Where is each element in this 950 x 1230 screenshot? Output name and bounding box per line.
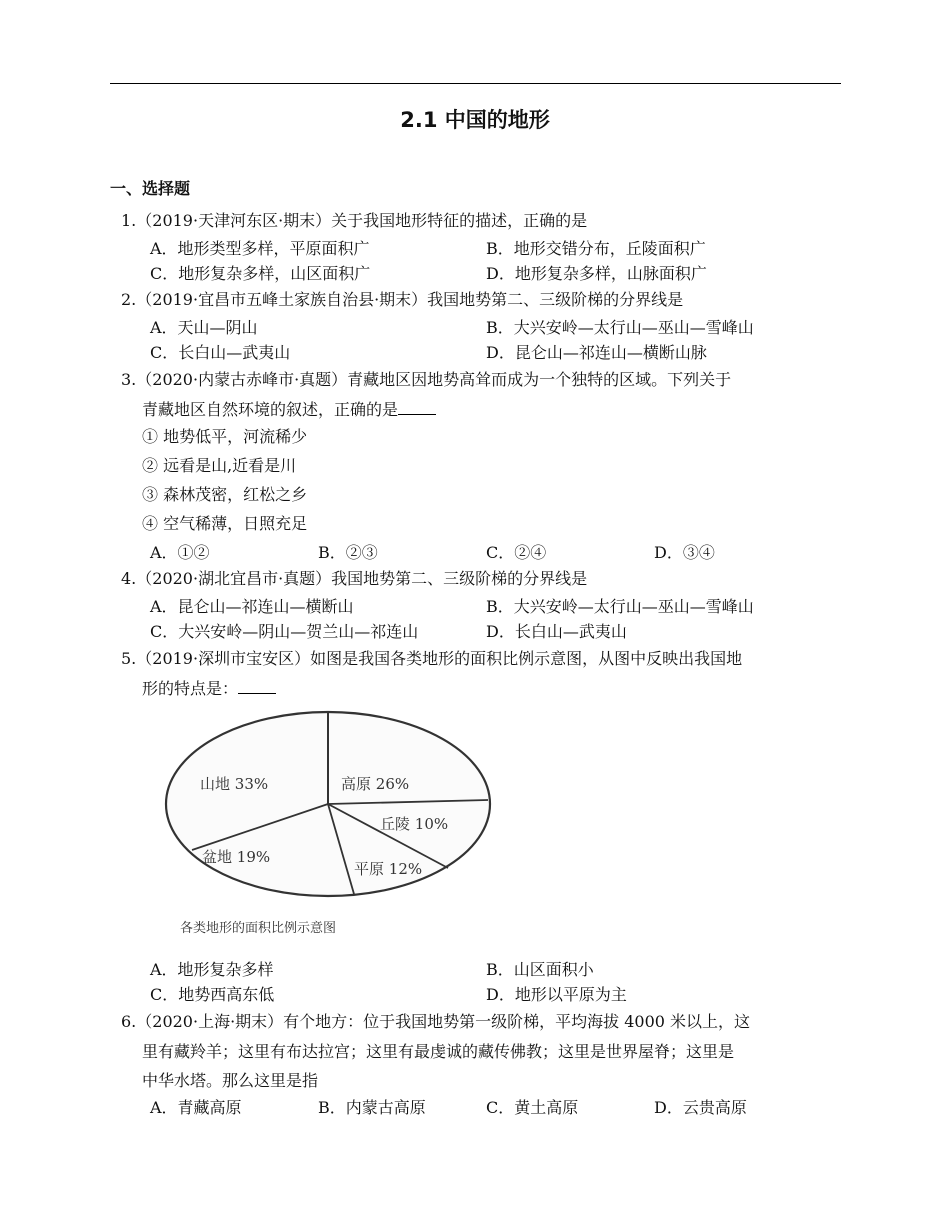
question-1-stem: 1.（2019·天津河东区·期末）关于我国地形特征的描述，正确的是 [121, 211, 588, 230]
question-3-item-4: ④ 空气稀薄，日照充足 [142, 514, 308, 533]
question-5-option-a[interactable]: A．地形复杂多样 [150, 960, 274, 979]
section-heading: 一、选择题 [110, 179, 191, 198]
question-4-option-d[interactable]: D．长白山—武夷山 [486, 622, 627, 641]
question-3-item-2: ② 远看是山,近看是川 [142, 456, 297, 475]
question-5-stem-line1: 5.（2019·深圳市宝安区）如图是我国各类地形的面积比例示意图，从图中反映出我国地 [121, 649, 743, 668]
question-5-option-b[interactable]: B．山区面积小 [486, 960, 594, 979]
question-3-option-c[interactable]: C．②④ [486, 543, 547, 562]
question-5-option-c[interactable]: C．地势西高东低 [150, 985, 275, 1004]
question-3-option-d[interactable]: D．③④ [654, 543, 715, 562]
figure-caption: 各类地形的面积比例示意图 [180, 921, 337, 936]
question-1-option-a[interactable]: A．地形类型多样，平原面积广 [150, 239, 370, 258]
question-4-stem: 4.（2020·湖北宜昌市·真题）我国地势第二、三级阶梯的分界线是 [121, 569, 588, 588]
slice-label-plain: 平原 12% [354, 860, 423, 878]
question-2-option-a[interactable]: A．天山—阴山 [150, 318, 258, 337]
question-5-stem-line2 [142, 679, 276, 699]
question-3-option-b[interactable]: B．②③ [318, 543, 378, 562]
question-4-option-c[interactable]: C．大兴安岭—阴山—贺兰山—祁连山 [150, 622, 419, 641]
question-6-stem-line2: 里有藏羚羊；这里有布达拉宫；这里有最虔诚的藏传佛教；这里是世界屋脊；这里是 [142, 1042, 735, 1061]
question-3-option-a[interactable]: A．①② [150, 543, 210, 562]
answer-blank[interactable] [398, 400, 436, 415]
question-2-stem: 2.（2019·宜昌市五峰土家族自治县·期末）我国地势第二、三级阶梯的分界线是 [121, 290, 684, 309]
question-1-option-b[interactable]: B．地形交错分布，丘陵面积广 [486, 239, 706, 258]
question-6-option-a[interactable]: A．青藏高原 [150, 1098, 242, 1117]
question-5-stem-text: 形的特点是： [142, 679, 239, 698]
terrain-area-pie-figure [158, 708, 498, 946]
question-4-option-b[interactable]: B．大兴安岭—太行山—巫山—雪峰山 [486, 597, 754, 616]
question-6-option-d[interactable]: D．云贵高原 [654, 1098, 747, 1117]
question-6-option-c[interactable]: C．黄土高原 [486, 1098, 579, 1117]
slice-label-basin: 盆地 19% [202, 848, 271, 866]
answer-blank[interactable] [238, 679, 276, 694]
question-3-item-3: ③ 森林茂密，红松之乡 [142, 485, 308, 504]
pie-chart [158, 708, 498, 946]
slice-label-plateau: 高原 26% [341, 775, 410, 793]
page-title: 2.1 中国的地形 [400, 108, 550, 132]
question-1-option-d[interactable]: D．地形复杂多样，山脉面积广 [486, 264, 707, 283]
question-3-stem-text: 青藏地区自然环境的叙述，正确的是 [142, 400, 399, 419]
question-5-option-d[interactable]: D．地形以平原为主 [486, 985, 627, 1004]
question-3-stem-line1: 3.（2020·内蒙古赤峰市·真题）青藏地区因地势高耸而成为一个独特的区域。下列关于 [121, 370, 732, 389]
question-1-option-c[interactable]: C．地形复杂多样，山区面积广 [150, 264, 371, 283]
question-6-option-b[interactable]: B．内蒙古高原 [318, 1098, 426, 1117]
question-2-option-c[interactable]: C．长白山—武夷山 [150, 343, 291, 362]
top-rule [110, 83, 841, 84]
slice-label-hills: 丘陵 10% [380, 815, 449, 833]
question-3-item-1: ① 地势低平，河流稀少 [142, 427, 308, 446]
question-6-stem-line3: 中华水塔。那么这里是指 [142, 1071, 319, 1090]
question-4-option-a[interactable]: A．昆仑山—祁连山—横断山 [150, 597, 354, 616]
question-2-option-d[interactable]: D．昆仑山—祁连山—横断山脉 [486, 343, 707, 362]
question-6-stem-line1: 6.（2020·上海·期末）有个地方：位于我国地势第一级阶梯，平均海拔 4000 米以上，这 [121, 1012, 751, 1031]
slice-label-mountain: 山地 33% [200, 775, 269, 793]
question-3-stem-line2 [142, 400, 436, 420]
question-2-option-b[interactable]: B．大兴安岭—太行山—巫山—雪峰山 [486, 318, 754, 337]
